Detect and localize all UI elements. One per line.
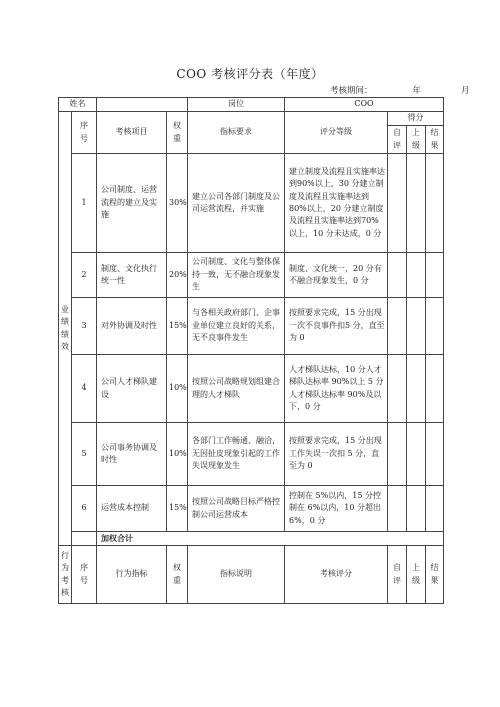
behavior-desc-header: 指标说明 — [188, 546, 285, 604]
row-seq: 3 — [72, 298, 97, 355]
row-grade: 按照要求完成，15 分出现一次不良事件扣5 分，直至为 0 — [285, 298, 388, 355]
row-grade: 制度、文化统一，20 分有不融合现象发生，0 分 — [285, 253, 388, 298]
behavior-section-label: 行 为 考 核 — [59, 546, 72, 604]
row-weight: 15% — [167, 298, 188, 355]
row-result[interactable] — [426, 423, 444, 486]
row-superior-score[interactable] — [407, 423, 426, 486]
behavior-header-row — [59, 546, 444, 604]
grade-header: 评分等级 — [285, 112, 388, 154]
row-seq: 5 — [72, 423, 97, 486]
row-indicator: 建立公司各部门制度及公司运营流程，并实施 — [188, 154, 285, 253]
row-result[interactable] — [426, 298, 444, 355]
performance-section-label: 业 绩 绩 效 — [59, 112, 72, 546]
row-self-score[interactable] — [388, 355, 407, 423]
row-indicator: 各部门工作畅通、融洽，无因扯皮现象引起的工作失误现象发生 — [188, 423, 285, 486]
row-seq: 2 — [72, 253, 97, 298]
behavior-item-header: 行为指标 — [97, 546, 167, 604]
self-eval-header: 自 评 — [388, 126, 407, 154]
table-row — [59, 253, 444, 298]
name-value[interactable] — [97, 98, 188, 112]
seq-header: 序 号 — [72, 112, 97, 154]
row-self-score[interactable] — [388, 423, 407, 486]
score-header: 得分 — [388, 112, 444, 126]
row-result[interactable] — [426, 253, 444, 298]
row-weight: 10% — [167, 423, 188, 486]
row-item: 对外协调及时性 — [97, 298, 167, 355]
row-grade: 建立制度及流程且实施率达到90%以上，30 分建立制度及流程且实施率达到80%以上，20 分建立制度及流程且实施率达到70%以上，10 分未达成，0 分 — [285, 154, 388, 253]
period-label: 考核期间： — [330, 86, 373, 96]
assessment-period — [330, 84, 470, 96]
behavior-seq-header: 序 号 — [72, 546, 97, 604]
table-row — [59, 486, 444, 532]
name-row — [59, 98, 444, 112]
row-grade: 控制在 5%以内，15 分控制在 6%以内，10 分超出 6%，0 分 — [285, 486, 388, 532]
row-self-score[interactable] — [388, 298, 407, 355]
row-self-score[interactable] — [388, 486, 407, 532]
row-superior-score[interactable] — [407, 298, 426, 355]
row-item: 公司制度、运营流程的建立及实施 — [97, 154, 167, 253]
behavior-superior-header: 上 级 — [407, 546, 426, 604]
row-indicator: 按照公司战略目标严格控制公司运营成本 — [188, 486, 285, 532]
row-weight: 10% — [167, 355, 188, 423]
row-seq: 1 — [72, 154, 97, 253]
row-item: 运营成本控制 — [97, 486, 167, 532]
row-item: 公司事务协调及时性 — [97, 423, 167, 486]
table-row — [59, 355, 444, 423]
row-grade: 人才梯队达标，10 分人才梯队达标率 90%以上 5 分人才梯队达标率 90%及以下，0 分 — [285, 355, 388, 423]
row-indicator: 与各相关政府部门、企事业单位建立良好的关系，无不良事件发生 — [188, 298, 285, 355]
row-seq: 6 — [72, 486, 97, 532]
row-weight: 20% — [167, 253, 188, 298]
behavior-result-header: 结 果 — [426, 546, 444, 604]
result-header: 结 果 — [426, 126, 444, 154]
row-self-score[interactable] — [388, 253, 407, 298]
table-row — [59, 423, 444, 486]
table-row — [59, 154, 444, 253]
weighted-total-label: 加权合计 — [97, 532, 444, 546]
behavior-self-header: 自 评 — [388, 546, 407, 604]
weighted-total-row — [59, 532, 444, 546]
behavior-weight-header: 权 重 — [167, 546, 188, 604]
row-item: 制度、文化执行统一性 — [97, 253, 167, 298]
weight-header: 权 重 — [167, 112, 188, 154]
row-result[interactable] — [426, 486, 444, 532]
period-year: 年 — [412, 86, 422, 96]
row-superior-score[interactable] — [407, 154, 426, 253]
row-indicator: 公司制度、文化与整体保持一致，无不融合现象发生 — [188, 253, 285, 298]
indicator-header: 指标要求 — [188, 112, 285, 154]
row-seq: 4 — [72, 355, 97, 423]
row-weight: 30% — [167, 154, 188, 253]
period-month: 月 — [461, 86, 470, 96]
header-row-1 — [59, 112, 444, 126]
row-indicator: 按照公司战略规划组建合理的人才梯队 — [188, 355, 285, 423]
row-item: 公司人才梯队建设 — [97, 355, 167, 423]
row-grade: 按照要求完成，15 分出现工作失误一次扣 5 分，直至为 0 — [285, 423, 388, 486]
row-result[interactable] — [426, 154, 444, 253]
row-result[interactable] — [426, 355, 444, 423]
row-weight: 15% — [167, 486, 188, 532]
position-value: COO — [285, 98, 444, 112]
item-header: 考核项目 — [97, 112, 167, 154]
row-superior-score[interactable] — [407, 486, 426, 532]
table-row — [59, 298, 444, 355]
row-superior-score[interactable] — [407, 355, 426, 423]
behavior-grade-header: 考核评分 — [285, 546, 388, 604]
row-superior-score[interactable] — [407, 253, 426, 298]
evaluation-table — [58, 97, 444, 604]
position-label: 岗位 — [188, 98, 285, 112]
row-self-score[interactable] — [388, 154, 407, 253]
page-title: COO 考核评分表（年度） — [176, 67, 324, 81]
superior-eval-header: 上 级 — [407, 126, 426, 154]
name-label: 姓名 — [59, 98, 97, 112]
